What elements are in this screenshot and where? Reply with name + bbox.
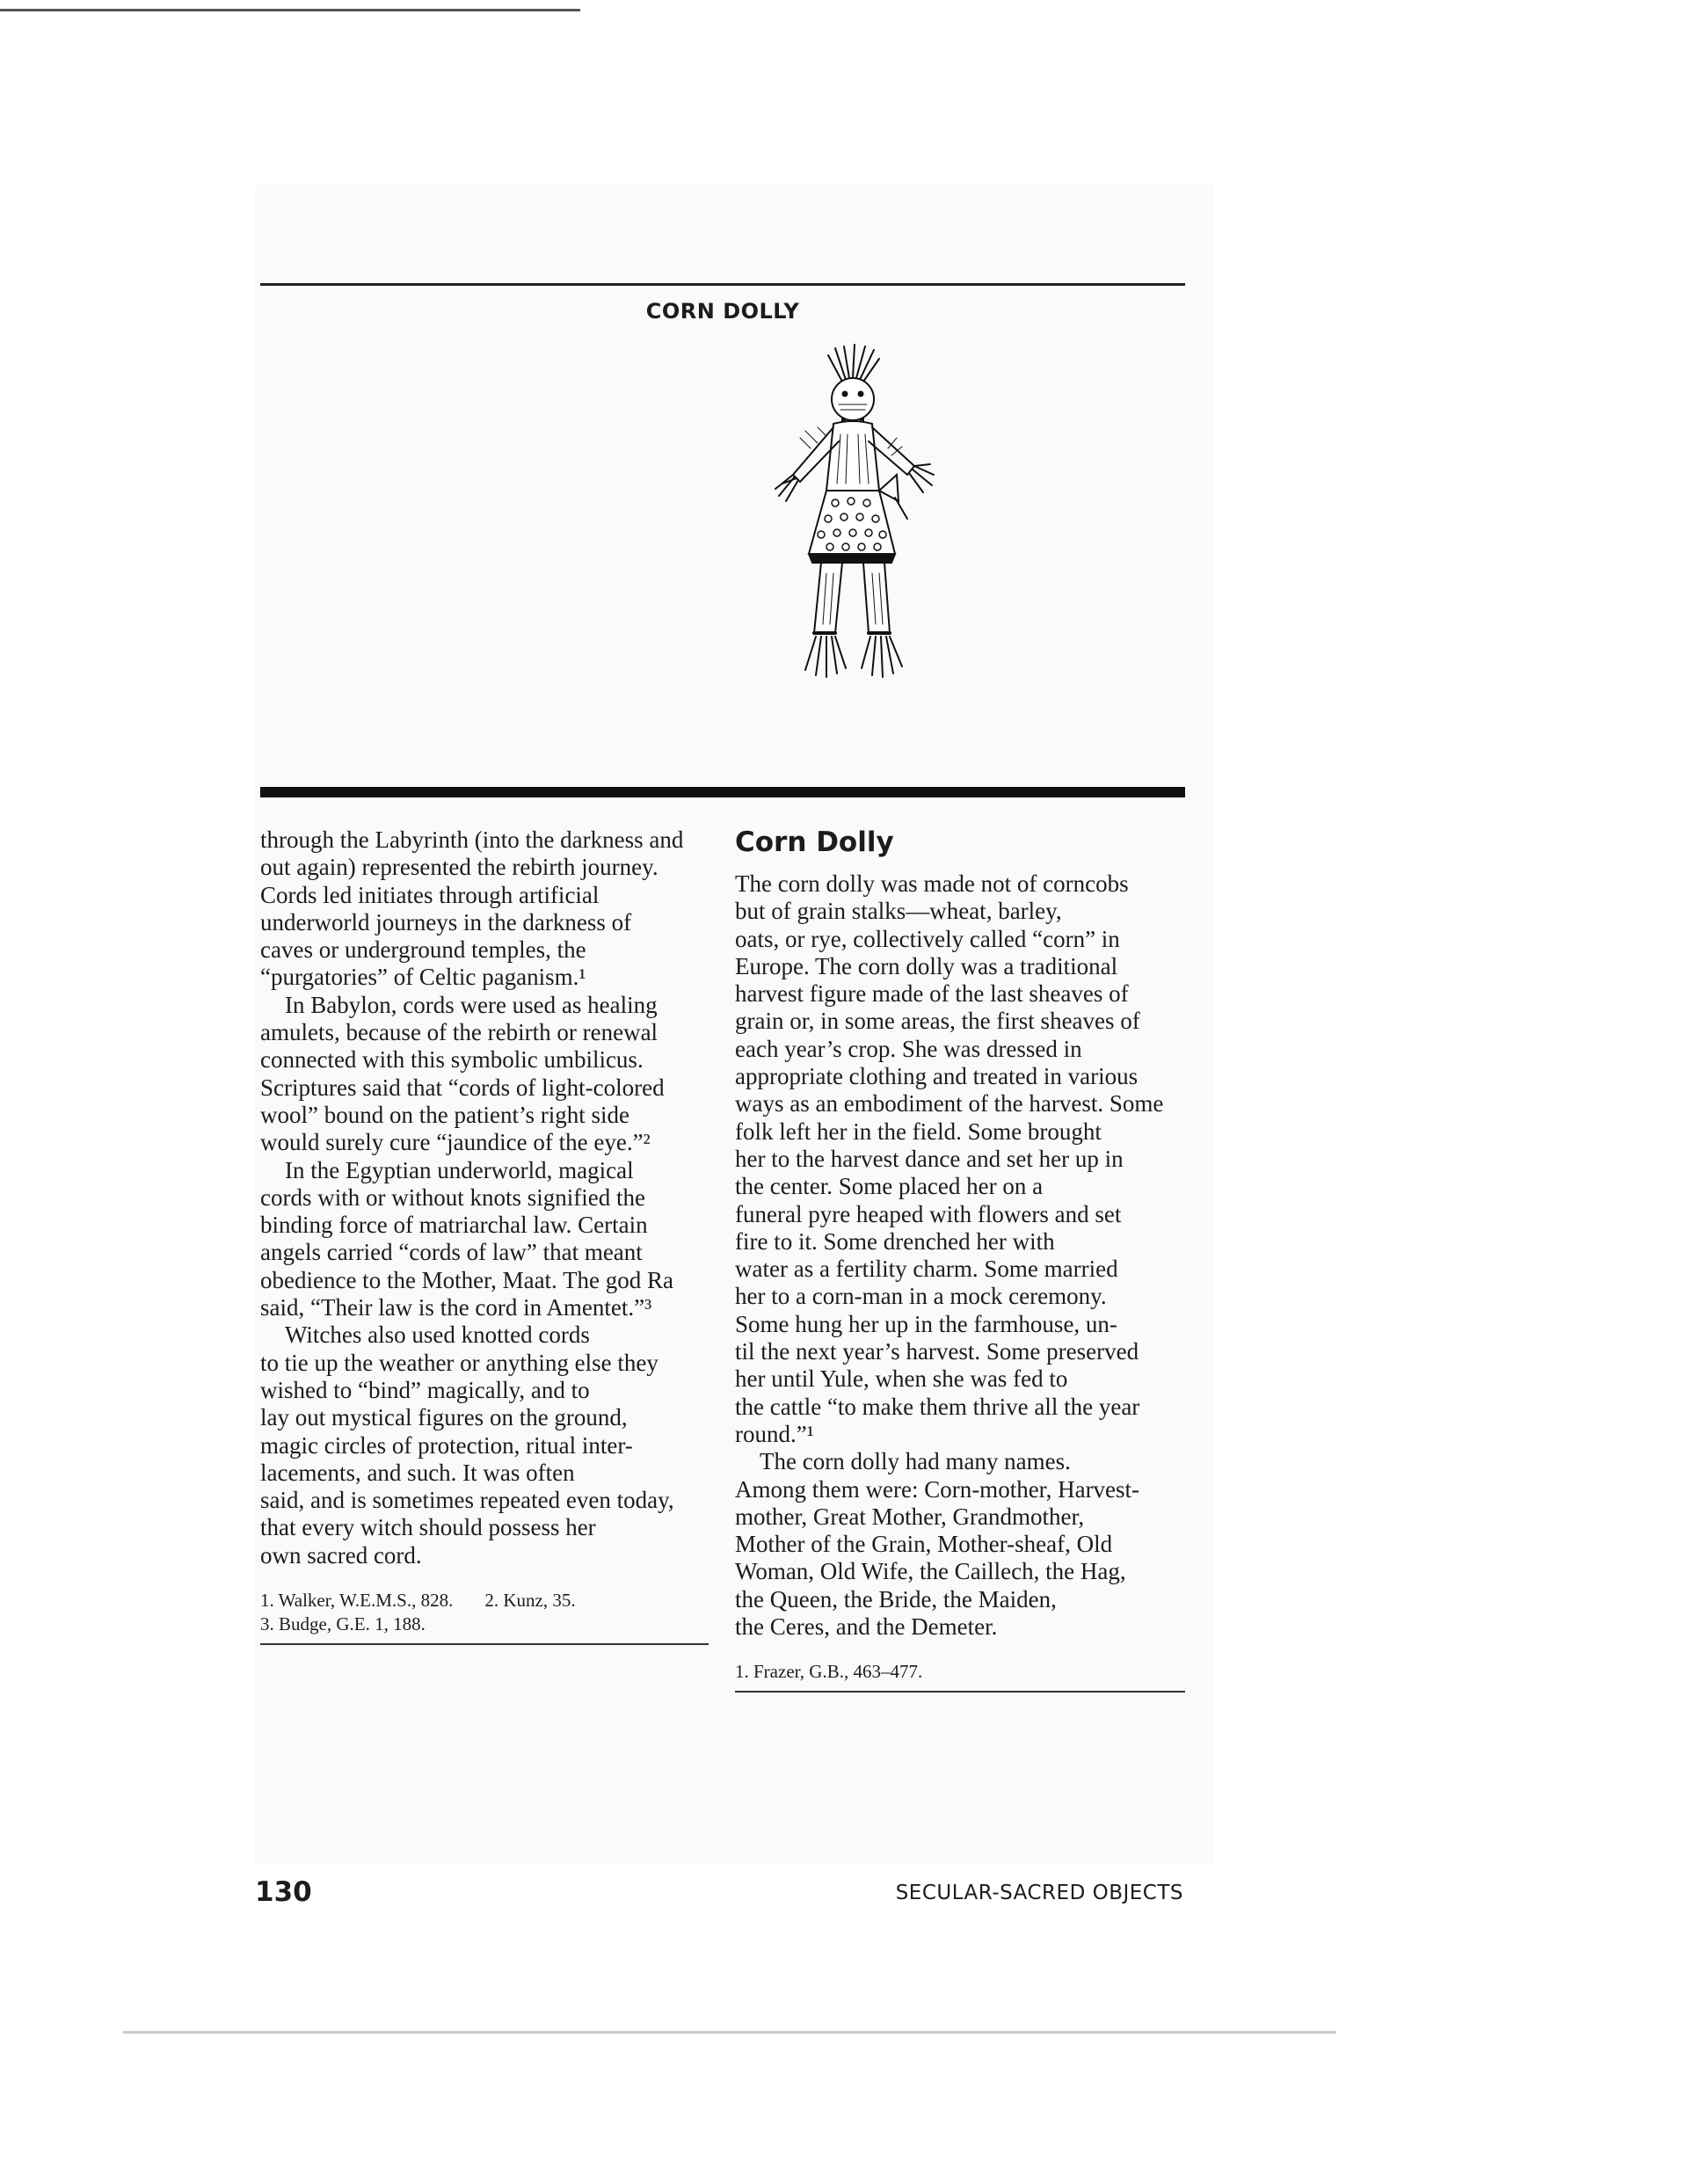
text-line: appropriate clothing and treated in various [735,1063,1139,1090]
scan-edge-line-bottom [123,2031,1336,2034]
text-line: lay out mystical figures on the ground, [260,1404,628,1431]
text-line: binding force of matriarchal law. Certain [260,1212,648,1239]
text-line: In Babylon, cords were used as healing [285,991,658,1018]
text-line: through the Labyrinth (into the darkness and [260,826,684,853]
text-line: obedience to the Mother, Maat. The god Ra [260,1266,674,1293]
text-line: the center. Some placed her on a [735,1173,1044,1200]
footnote: 1. Frazer, G.B., 463–477. [735,1661,923,1683]
text-line: her to a corn-man in a mock ceremony. [735,1283,1107,1310]
text-line: her to the harvest dance and set her up in [735,1145,1124,1172]
text-line: wool” bound on the patient’s right side [260,1101,629,1128]
section-divider-rule [260,787,1185,797]
footnotes [260,1589,709,1636]
text-line: Woman, Old Wife, the Caillech, the Hag, [735,1558,1126,1585]
text-line: oats, or rye, collectively called “corn” in [735,925,1120,952]
text-line: fire to it. Some drenched her with [735,1227,1055,1255]
column-end-rule [735,1691,1185,1693]
text-line: Among them were: Corn-mother, Harvest- [735,1475,1140,1503]
footnote: 3. Budge, G.E. 1, 188. [260,1613,426,1635]
left-column [260,826,709,1645]
text-line: round.”¹ [735,1420,814,1447]
text-line: grain or, in some areas, the first sheaves of [735,1008,1140,1035]
text-line: but of grain stalks—wheat, barley, [735,898,1062,925]
page-number: 130 [255,1876,312,1908]
text-line: connected with this symbolic umbilicus. [260,1046,644,1074]
text-line: harvest figure made of the last sheaves of [735,980,1129,1008]
header-rule [260,283,1185,286]
text-line: underworld journeys in the darkness of [260,908,632,935]
text-line: to tie up the weather or anything else they [260,1349,658,1376]
header-title: CORN DOLLY [645,299,800,324]
text-line: said, and is sometimes repeated even today, [260,1487,674,1514]
running-footer: SECULAR-SACRED OBJECTS [895,1882,1183,1904]
footnote: 2. Kunz, 35. [484,1590,576,1612]
column-end-rule [260,1643,709,1645]
footnote: 1. Walker, W.E.M.S., 828. [260,1590,454,1612]
text-line: angels carried “cords of law” that meant [260,1239,643,1266]
text-line: that every witch should possess her [260,1514,596,1541]
text-line: said, “Their law is the cord in Amentet.”³ [260,1294,652,1321]
text-line: The corn dolly was made not of corncobs [735,870,1129,897]
footnotes [735,1660,1185,1684]
text-line: each year’s crop. She was dressed in [735,1035,1082,1062]
text-line: In the Egyptian underworld, magical [285,1156,634,1183]
text-line: the Ceres, and the Demeter. [735,1613,998,1641]
text-line: caves or underground temples, the [260,936,586,964]
corn-dolly-figure-icon [747,343,958,695]
text-line: her until Yule, when she was fed to [735,1365,1068,1393]
text-line: own sacred cord. [260,1541,422,1569]
text-line: Witches also used knotted cords [285,1321,590,1349]
text-line: funeral pyre heaped with flowers and set [735,1200,1122,1227]
text-line: the Queen, the Bride, the Maiden, [735,1585,1057,1613]
text-line: Cords led initiates through artificial [260,881,600,908]
text-line: water as a fertility charm. Some married [735,1256,1118,1283]
right-column [735,825,1185,1693]
text-line: ways as an embodiment of the harvest. Some [735,1090,1164,1117]
text-line: “purgatories” of Celtic paganism.¹ [260,964,586,991]
text-line: out again) represented the rebirth journey. [260,854,658,881]
text-line: would surely cure “jaundice of the eye.”² [260,1129,651,1156]
text-line: The corn dolly had many names. [760,1448,1071,1475]
text-line: cords with or without knots signified the [260,1183,645,1211]
text-line: Mother of the Grain, Mother-sheaf, Old [735,1531,1113,1558]
text-line: folk left her in the field. Some brought [735,1117,1102,1145]
text-line: amulets, because of the rebirth or renewal [260,1019,658,1046]
text-line: wished to “bind” magically, and to [260,1376,590,1403]
scan-edge-line [0,9,580,11]
text-line: Scriptures said that “cords of light-colored [260,1074,665,1101]
text-line: magic circles of protection, ritual inter- [260,1431,633,1459]
text-line: lacements, and such. It was often [260,1459,575,1486]
text-line: the cattle “to make them thrive all the year [735,1393,1140,1420]
text-line: Some hung her up in the farmhouse, un- [735,1310,1117,1337]
text-line: mother, Great Mother, Grandmother, [735,1503,1085,1530]
text-line: Europe. The corn dolly was a traditional [735,952,1118,979]
article-heading: Corn Dolly [735,826,894,858]
text-line: til the next year’s harvest. Some preserved [735,1338,1139,1365]
